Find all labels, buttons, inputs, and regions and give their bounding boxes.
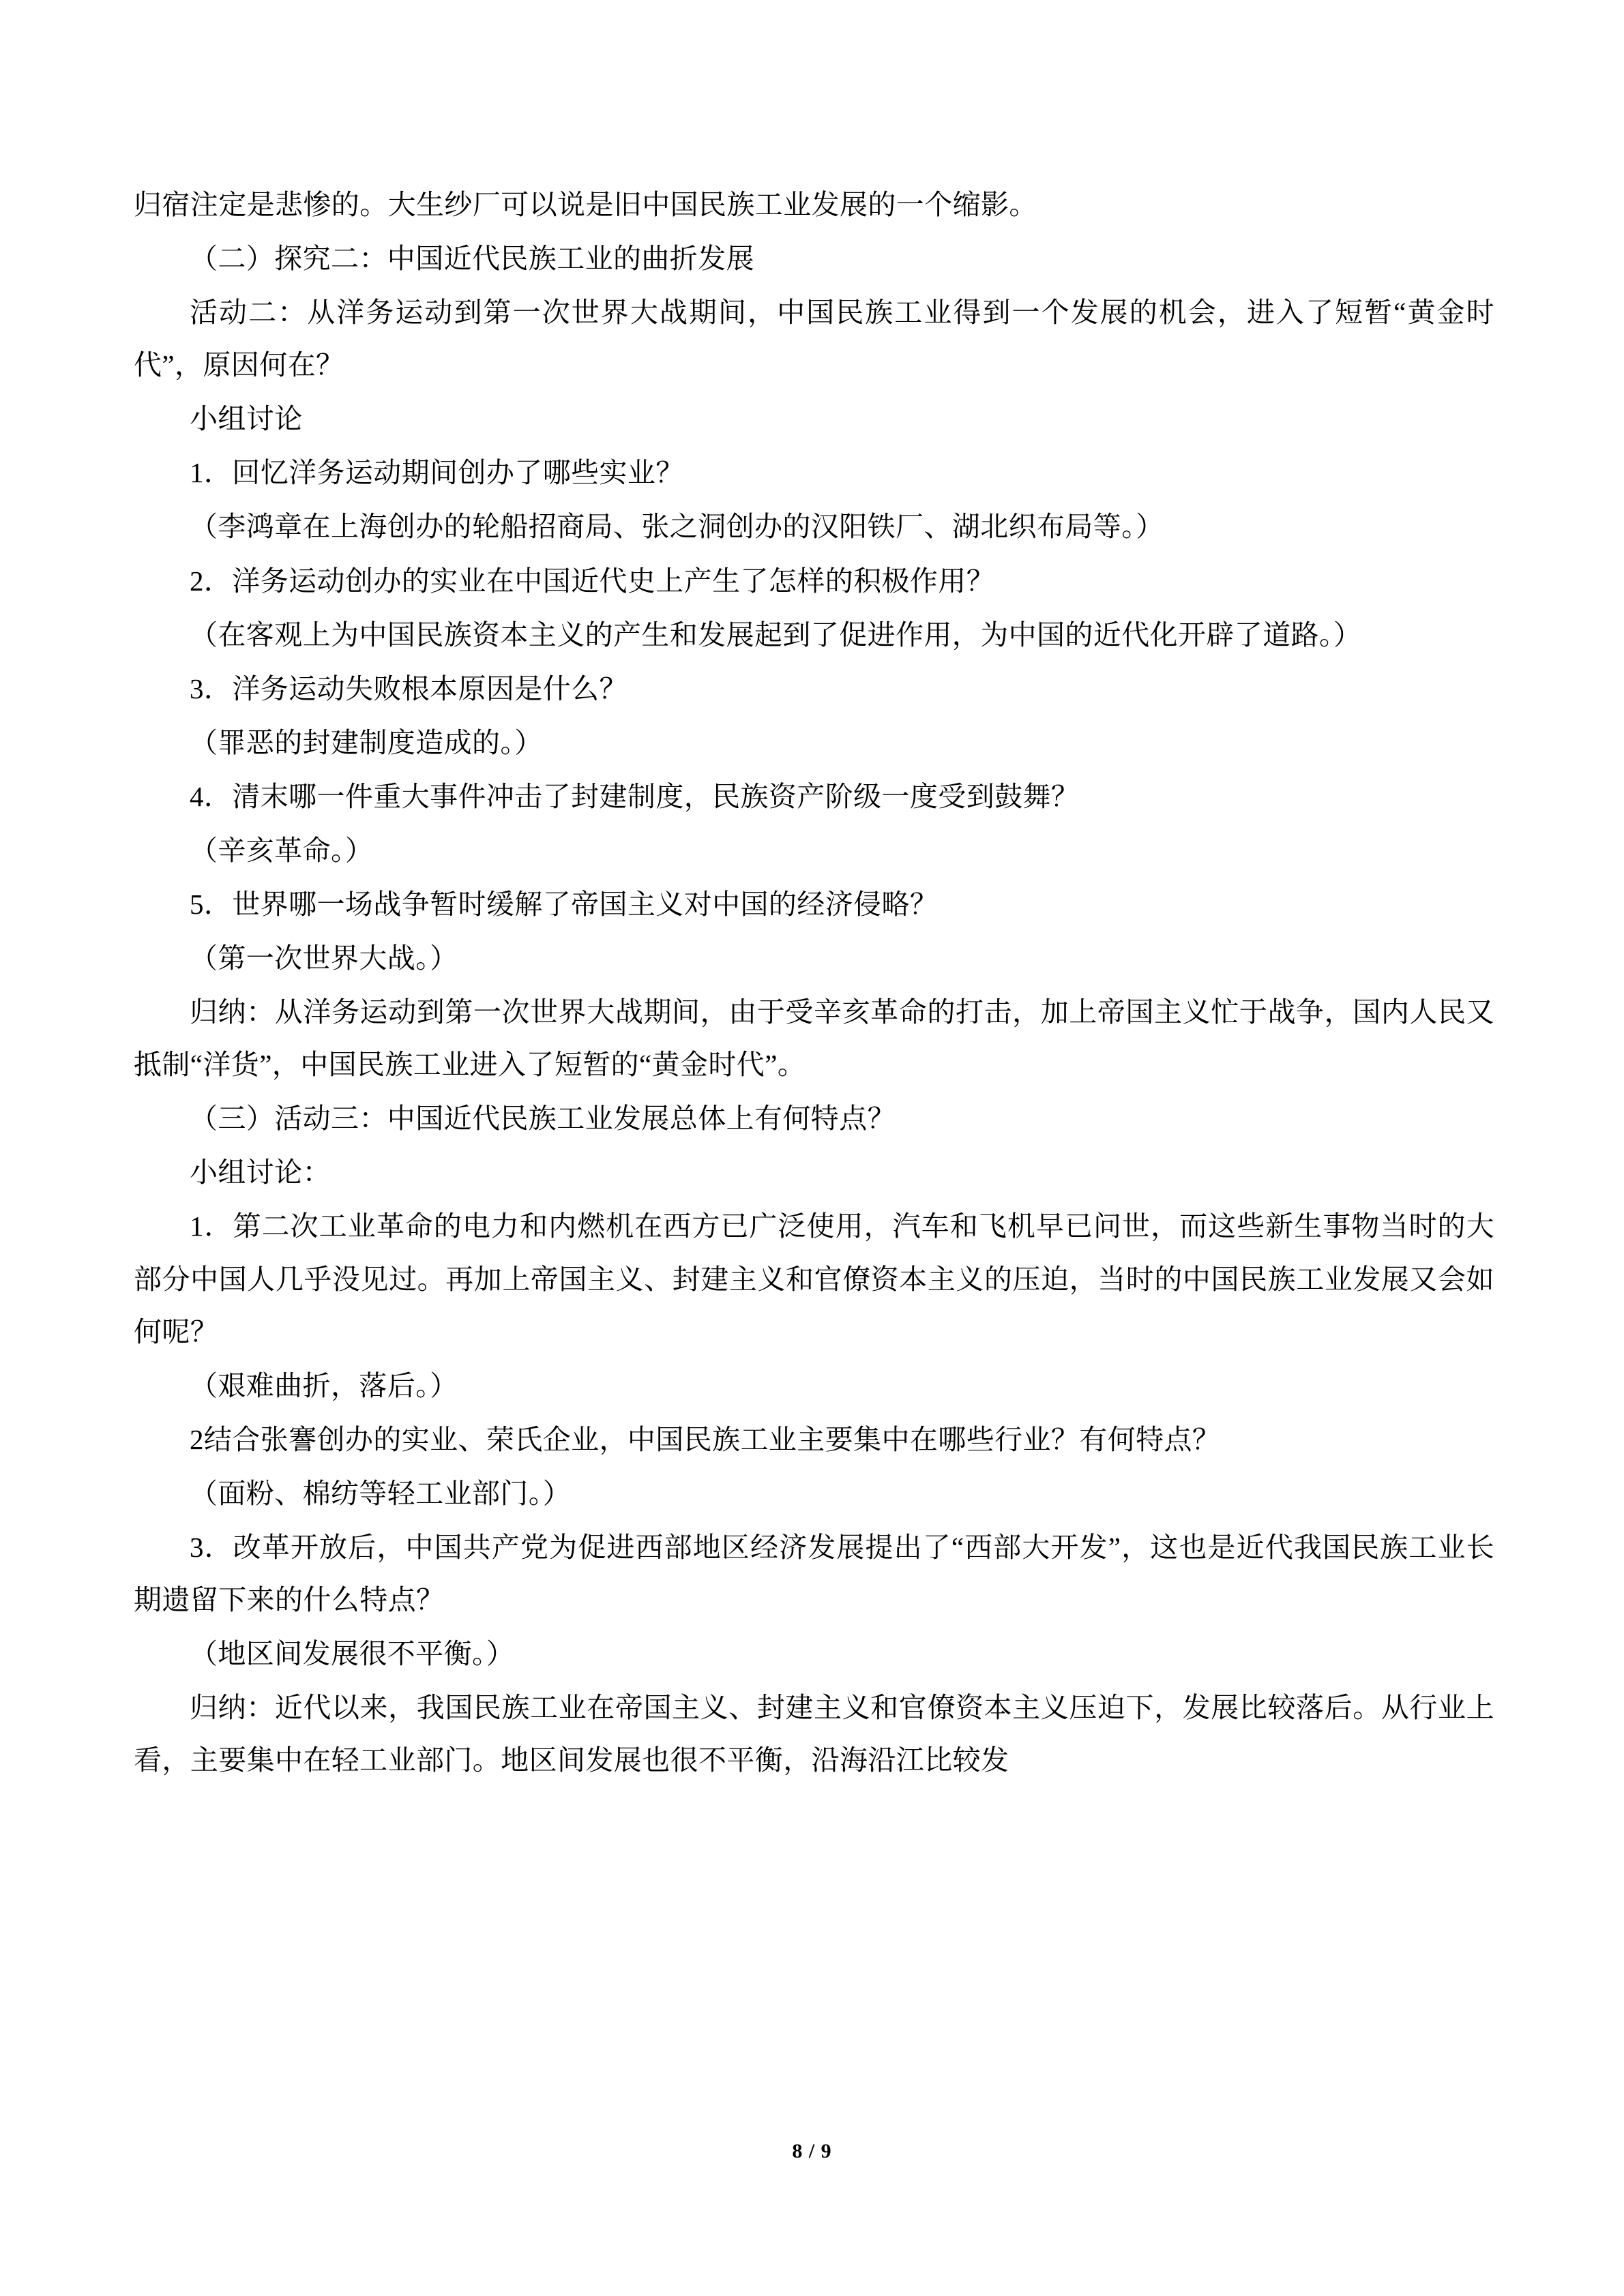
paragraph: 5．世界哪一场战争暂时缓解了帝国主义对中国的经济侵略？ bbox=[190, 889, 939, 921]
paragraph: 4．清末哪一件重大事件冲击了封建制度，民族资产阶级一度受到鼓舞？ bbox=[190, 780, 1080, 812]
paragraph: （面粉、棉纺等轻工业部门。） bbox=[190, 1477, 572, 1509]
paragraph: （辛亥革命。） bbox=[190, 834, 374, 866]
page-number: 8 / 9 bbox=[792, 2140, 832, 2162]
paragraph: （第一次世界大战。） bbox=[190, 942, 458, 974]
paragraph: （艰难曲折，落后。） bbox=[190, 1369, 458, 1401]
paragraph: 1．回忆洋务运动期间创办了哪些实业？ bbox=[190, 457, 684, 489]
paragraph: 小组讨论： bbox=[190, 1157, 331, 1189]
paragraph: 3．改革开放后，中国共产党为促进西部地区经济发展提出了“西部大开发”，这也是近代我国民族工业长期遗留下来的什么特点？ bbox=[134, 1531, 1494, 1616]
paragraph: 归宿注定是悲惨的。大生纱厂可以说是旧中国民族工业发展的一个缩影。 bbox=[134, 189, 1037, 220]
paragraph: 2．洋务运动创办的实业在中国近代史上产生了怎样的积极作用？ bbox=[190, 565, 995, 597]
paragraph: （罪恶的封建制度造成的。） bbox=[190, 726, 543, 758]
paragraph: （二）探究二：中国近代民族工业的曲折发展 bbox=[190, 243, 754, 275]
paragraph: 2结合张謇创办的实业、荣氏企业，中国民族工业主要集中在哪些行业？有何特点？ bbox=[190, 1423, 1221, 1455]
paragraph: （李鸿章在上海创办的轮船招商局、张之洞创办的汉阳铁厂、湖北织布局等。） bbox=[190, 511, 1164, 543]
paragraph: （三）活动三：中国近代民族工业发展总体上有何特点？ bbox=[190, 1103, 896, 1135]
paragraph: 归纳：从洋务运动到第一次世界大战期间，由于受辛亥革命的打击，加上帝国主义忙于战争，国内人民又抵制“洋货”，中国民族工业进入了短暂的“黄金时代”。 bbox=[134, 996, 1494, 1081]
paragraph: （地区间发展很不平衡。） bbox=[190, 1638, 515, 1670]
paragraph: 归纳：近代以来，我国民族工业在帝国主义、封建主义和官僚资本主义压迫下，发展比较落后。从行业上看，主要集中在轻工业部门。地区间发展也很不平衡，沿海沿江比较发 bbox=[134, 1692, 1494, 1776]
document-body bbox=[134, 179, 1494, 1788]
paragraph: 小组讨论 bbox=[190, 403, 303, 435]
paragraph: （在客观上为中国民族资本主义的产生和发展起到了促进作用，为中国的近代化开辟了道路。） bbox=[190, 618, 1362, 651]
paragraph: 3．洋务运动失败根本原因是什么？ bbox=[190, 672, 628, 704]
paragraph: 活动二：从洋务运动到第一次世界大战期间，中国民族工业得到一个发展的机会，进入了短暂“黄金时代”，原因何在？ bbox=[134, 297, 1494, 381]
paragraph: 1．第二次工业革命的电力和内燃机在西方已广泛使用，汽车和飞机早已问世，而这些新生事物当时的大部分中国人几乎没见过。再加上帝国主义、封建主义和官僚资本主义的压迫，当时的中国民族工业发展又会如何呢？ bbox=[134, 1210, 1494, 1347]
